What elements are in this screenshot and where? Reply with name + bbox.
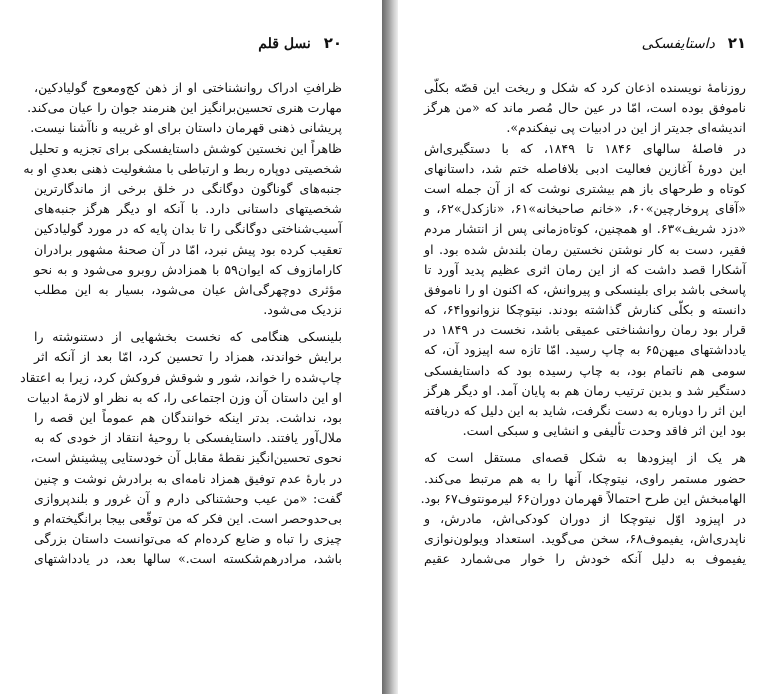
text-line: ملال‌آور یافتند. داستایفسکی با روحیهٔ انتقاد از خودی که به: [34, 430, 342, 446]
text-line: در فاصلهٔ سالهای ۱۸۴۶ تا ۱۸۴۹، که با دستگیری‌اش: [424, 140, 746, 156]
text-line: بی‌حدوحصر است. این فکر که من توقّعی بیجا برانگیخته‌ام و: [33, 510, 342, 526]
text-line: شخصیتهای داستانی دارد. با آنکه او دیگر هرگز جنبه‌های: [34, 201, 342, 217]
left-page: [0, 0, 382, 694]
text-line: آشکارا قصد داشت که از این رمان اثری عظیم پدید آورد تا: [424, 261, 746, 277]
page-body-text: [20, 78, 342, 570]
text-line: دستگیر شد و بدین ترتیب رمان هم به پایان آمد. او دیگر هرگز: [424, 382, 746, 398]
text-line: در بارهٔ عدم توفیق همزاد نامه‌ای به برادرش نوشت و چنین: [34, 470, 342, 486]
text-line: اندیشه‌ای جدیتر از این در ادبیات پی نیفکندم».: [506, 120, 746, 136]
right-page: [398, 0, 782, 694]
text-line: این دورهٔ آغازین فعالیت ادبی بلافاصله ختم شد، داستانهای: [424, 160, 746, 176]
text-line: چاپ‌شده را خواند، شور و شوقش فروکش کرد، زیرا به اعتقاد: [20, 369, 342, 385]
text-line: روزنامهٔ نویسنده اذعان کرد که شکل و ریخت این قصّه بکلّی: [424, 80, 746, 95]
text-line: شخصیتی دوپاره ربط و ارتباطی با مشغولیت ذهنی بعدیِ او به: [23, 160, 342, 176]
book-gutter: [382, 0, 398, 694]
text-line: حضور مستمر راوی، نیتوچکا، آنها را به هم مرتبط می‌کند.: [424, 470, 746, 486]
text-line: الهامبخش این طرح احتمالاً قهرمان دوران۶۶ لیرمونتوف۶۷ بود.: [420, 490, 746, 506]
text-line: پاسخی باشد برای بلینسکی و پیروانش، که اکنون او را ناموفق: [424, 281, 746, 297]
text-line: جنبه‌های گوناگون دوگانگی در خلق برخی از ماندگارترین: [34, 180, 342, 196]
page-header: [258, 34, 342, 52]
text-line: هر یک از اپیزودها به شکل قصه‌ای مستقل است که: [424, 450, 746, 466]
text-line: پریشانی ذهنی قهرمان داستان برای او غریبه و ناآشنا نیست.: [30, 120, 342, 136]
text-line: باشد، مرادرهم‌شکسته است.» سالها بعد، در یادداشتهای: [34, 551, 342, 567]
text-line: قرار بود رمان روانشناختی عمیقی باشد، نخست در ۱۸۴۹ در: [424, 322, 747, 338]
text-line: ظاهراً این نخستین کوشش داستایفسکی برای تجزیه و تحلیل: [29, 140, 342, 156]
text-line: در اپیزود اوّل نیتوچکا از دوران کودکی‌اش، مادرش، و: [424, 510, 746, 526]
page-header: [642, 34, 746, 52]
running-title: داستایفسکی: [641, 36, 715, 52]
running-title: نسل قلم: [258, 36, 311, 52]
text-line: برایش خواندند، همزاد را تحسین کرد، امّا بعد از آنکه اثر: [34, 349, 342, 365]
text-line: بود، نداشت. بدتر اینکه خوانندگان هم عموماً این قصه را: [34, 410, 342, 425]
text-line: «دزد شریف»۶۳. او همچنین، کوتاه‌زمانی پس از انتشار مردم: [424, 221, 747, 237]
text-line: مؤثری دوچهرگی‌اش عیان می‌شود، بسیار به این مطلب: [34, 281, 342, 297]
text-line: او این داستان آن وزن اجتماعی را، که به نظر او لازمهٔ ادبیات: [26, 389, 342, 405]
text-line: ناموفق بوده است، امّا در عین حال مُصر ماند که «من هرگز: [424, 100, 746, 116]
text-line: یادداشتهای میهن۶۵ به چاپ رسید. امّا تازه سه اپیزود آن، که: [424, 342, 746, 358]
text-line: آسیب‌شناختی دوگانگی را تا بدان پایه که در مورد گولیادکین: [34, 221, 342, 237]
text-line: ناپدری‌اش، یفیموف۶۸، سخن می‌گوید. استعداد ویولون‌نوازی: [424, 531, 746, 547]
text-line: نحوی تحسین‌انگیز نقطهٔ مقابل آن خودستایی پیشینش است،: [30, 450, 342, 466]
text-line: کارامازوف که ایوان۵۹ با همزادش روبرو می‌شود و به نحو: [34, 261, 342, 277]
text-line: این اثر را دوباره به دست نگرفت، شاید به این دلیل که دریافته: [424, 403, 746, 418]
text-line: گفت: «من عیب وحشتناکی دارم و آن غرور و بلندپروازی: [34, 490, 342, 506]
text-line: بود این اثر فاقد وحدت تألیفی و انشایی و سبکی است.: [462, 423, 746, 439]
page-body-text: [420, 78, 747, 570]
text-line: دانسته و بکلّی کنارش گذاشته بودند. نیتوچکا نزوانووا۶۴، که: [424, 302, 746, 318]
page-number: ۲۱: [727, 34, 746, 52]
text-line: تعقیب کرده بود پیش نبرد، امّا در آن صحنهٔ مشهور برادران: [34, 241, 342, 257]
text-line: سومی هم ناتمام بود، به چاپ رسیده بود که داستایفسکی: [424, 362, 746, 378]
text-line: چیزی را تباه و ضایع کرده‌ام که می‌توانست داستان بزرگی: [34, 531, 342, 547]
text-line: ظرافتِ ادراک روانشناختی او از ذهن کج‌ومعوج گولیادکین،: [34, 80, 342, 95]
text-line: بلینسکی هنگامی که نخست بخشهایی از دستنوشته را: [34, 329, 342, 345]
text-line: مهارت هنری تحسین‌برانگیز این هنرمند جوان را عیان می‌کند.: [27, 100, 342, 116]
page-number: ۲۰: [323, 34, 342, 52]
text-line: فقیر، دست به کار نوشتن نخستین رمان بلندش شده بود. او: [424, 241, 746, 257]
text-line: کوتاه و طرحهای باز هم بیشتری نوشت که از آن جمله است: [424, 180, 746, 196]
text-line: نزدیک می‌شود.: [263, 302, 342, 318]
text-line: یفیموف به دلیل آنکه خودش را خوار می‌شمارد عقیم: [424, 551, 746, 567]
text-line: «آقای پروخارچین»۶۰، «خانم صاحبخانه»۶۱، «نازکدل»۶۲، و: [424, 201, 746, 217]
